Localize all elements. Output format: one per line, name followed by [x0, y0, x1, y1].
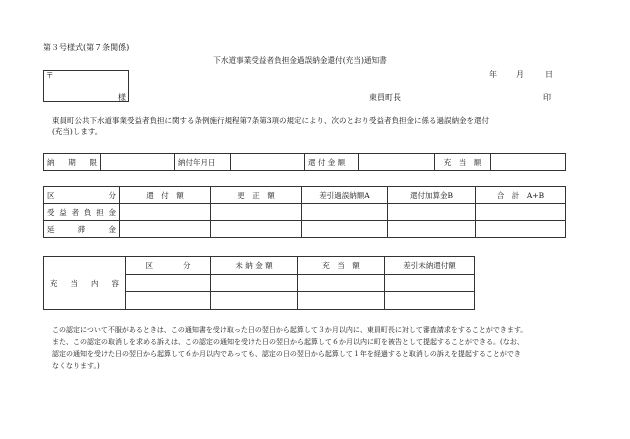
deadline-value	[101, 154, 175, 171]
header-correction: 更 正 額	[211, 187, 302, 204]
table-cell	[126, 292, 211, 310]
table-row	[44, 221, 566, 238]
form-number: 第３号様式(第７条関係)	[43, 43, 130, 52]
header-total: 合 計 A+B	[476, 187, 566, 204]
table-cell	[302, 221, 388, 238]
paid-date-label: 納付年月日	[175, 154, 231, 171]
header-applied: 充 当 額	[298, 257, 385, 275]
issuer-name: 東員町長	[369, 93, 401, 102]
table-cell	[211, 221, 302, 238]
recipient-honorific: 様	[118, 93, 126, 102]
table-cell	[120, 221, 211, 238]
table-cell	[211, 274, 298, 292]
applied-amount-value	[491, 154, 566, 171]
body-text-line-1: 東員町公共下水道事業受益者負担に関する条例施行規程第7条第3項の規定により、次のとおり受益者負担金に係る過誤納金を還付	[52, 116, 490, 125]
deadline-label: 納 期 限	[44, 154, 101, 171]
table-cell	[385, 274, 475, 292]
date-day-label: 日	[545, 70, 553, 79]
notes-line-2: また、この認定の取消しを求める訴えは、この認定の通知を受けた日の翌日から起算して６か月以内に町を被告として提起することができる。(なお、	[52, 338, 524, 346]
refund-detail-table	[43, 186, 566, 238]
header-category: 区 分	[44, 187, 120, 204]
application-detail-table	[43, 256, 475, 310]
date-month-label: 月	[516, 70, 524, 79]
row-label-beneficiary-charge: 受益者負担金	[44, 204, 120, 221]
date-year-label: 年	[489, 70, 497, 79]
table-cell	[388, 204, 476, 221]
table-cell	[298, 292, 385, 310]
table-cell	[476, 221, 566, 238]
table-cell	[298, 274, 385, 292]
recipient-address-box	[43, 70, 129, 102]
table-row	[44, 204, 566, 221]
notes-line-4: なくなります。)	[52, 362, 100, 370]
refund-summary-table	[43, 153, 566, 171]
header-unpaid: 未 納 金 額	[211, 257, 298, 275]
postal-mark: 〒	[46, 71, 54, 80]
table-cell	[476, 204, 566, 221]
refund-amount-label: 還 付 金 額	[305, 154, 359, 171]
header-addition-b: 還付加算金B	[388, 187, 476, 204]
header-balance: 差引未納還付額	[385, 257, 475, 275]
table-cell	[211, 292, 298, 310]
table-cell	[302, 204, 388, 221]
row-label-late-fee: 延 滞 金	[44, 221, 120, 238]
header-refund: 還 付 額	[120, 187, 211, 204]
refund-amount-value	[359, 154, 435, 171]
body-text-line-2: (充当)します。	[52, 127, 103, 136]
header-overpaid-a: 差引過誤納額A	[302, 187, 388, 204]
table-cell	[388, 221, 476, 238]
notes-line-1: この認定について不服があるときは、この通知書を受け取った日の翌日から起算して３か月以内に、東員町長に対して審査請求をすることができます。	[52, 326, 528, 334]
notes-line-3: 認定の通知を受けた日の翌日から起算して６か月以内であっても、認定の日の翌日から起算して１年を経過すると取消しの訴えを提起することができ	[52, 350, 521, 358]
paid-date-value	[231, 154, 305, 171]
issuer-seal: 印	[543, 93, 551, 102]
header-category-2: 区 分	[126, 257, 211, 275]
document-title: 下水道事業受益者負担金過誤納金還付(充当)通知書	[213, 56, 387, 65]
applied-amount-label: 充 当 額	[435, 154, 491, 171]
table-cell	[385, 292, 475, 310]
table-cell	[211, 204, 302, 221]
table-cell	[126, 274, 211, 292]
application-content-label: 充 当 内 容	[44, 257, 126, 310]
table-cell	[120, 204, 211, 221]
